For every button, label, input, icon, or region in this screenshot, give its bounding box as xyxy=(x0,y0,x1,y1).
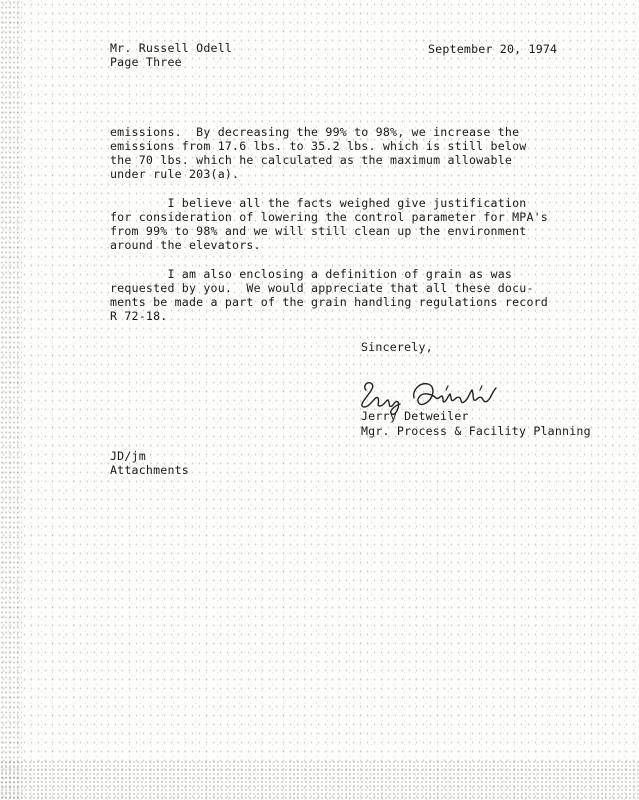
attachments-note: Attachments xyxy=(110,463,189,477)
paragraph-1-line-3: the 70 lbs. which he calculated as the maximum allowable xyxy=(110,153,513,167)
paragraph-1-line-1: emissions. By decreasing the 99% to 98%, we increase the xyxy=(110,125,520,139)
paragraph-2-line-2: for consideration of lowering the control parameter for MPA's xyxy=(110,210,548,224)
signer-name: Jerry Detweiler xyxy=(361,409,469,423)
paragraph-2-line-4: around the elevators. xyxy=(110,238,261,252)
typist-initials: JD/jm xyxy=(110,449,146,463)
paragraph-1-line-2: emissions from 17.6 lbs. to 35.2 lbs. which is still below xyxy=(110,139,527,153)
paragraph-3-line-3: ments be made a part of the grain handling regulations record xyxy=(110,295,548,309)
signer-title: Mgr. Process & Facility Planning xyxy=(361,424,591,438)
paragraph-3-line-4: R 72-18. xyxy=(110,309,168,323)
scan-noise-bottom xyxy=(0,760,639,800)
paragraph-3-line-1: I am also enclosing a definition of grain as was xyxy=(110,267,513,281)
paragraph-1-line-4: under rule 203(a). xyxy=(110,167,240,181)
recipient-name: Mr. Russell Odell xyxy=(110,41,233,55)
scan-noise-left xyxy=(0,0,22,800)
letter-date: September 20, 1974 xyxy=(428,42,558,56)
paragraph-2-line-3: from 99% to 98% and we will still clean up the environment xyxy=(110,224,527,238)
paragraph-2-line-1: I believe all the facts weighed give justification xyxy=(110,196,527,210)
paragraph-3-line-2: requested by you. We would appreciate that all these docu- xyxy=(110,281,534,295)
closing-salutation: Sincerely, xyxy=(361,340,433,354)
page-number: Page Three xyxy=(110,55,182,69)
